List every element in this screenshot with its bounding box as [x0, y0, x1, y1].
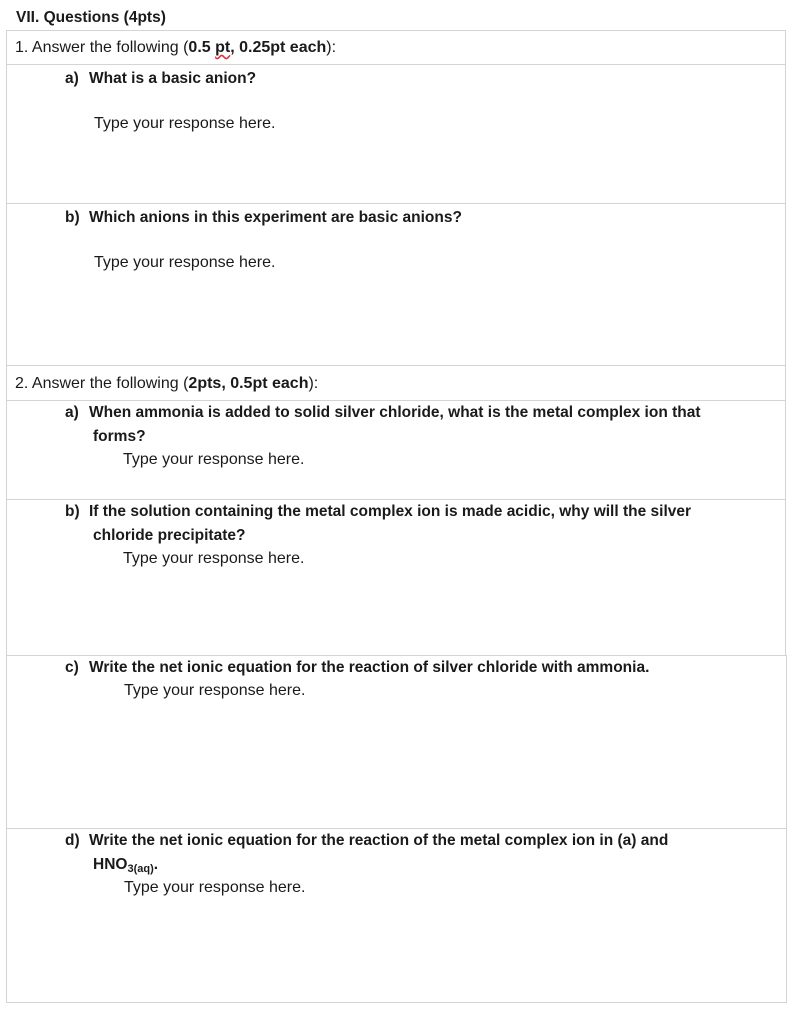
q2d-response-field[interactable]: Type your response here.	[124, 879, 306, 896]
q2-header-row	[6, 365, 786, 401]
q2a-letter: a)	[65, 404, 79, 421]
q2a-question	[65, 401, 777, 449]
q1a-question	[65, 67, 256, 91]
q2b-response-field[interactable]: Type your response here.	[123, 550, 305, 567]
q2-title	[15, 375, 318, 393]
q1b-question-text: Which anions in this experiment are basic anions?	[89, 209, 462, 226]
q1b-question	[65, 206, 462, 230]
q2d-formula	[65, 853, 777, 881]
q1-title-prefix: 1. Answer the following (	[15, 39, 189, 56]
q2c-question-text: Write the net ionic equation for the reaction of silver chloride with ammonia.	[89, 659, 650, 676]
q2d-question	[65, 829, 777, 881]
q2d-question-line1: Write the net ionic equation for the reaction of the metal complex ion in (a) and	[89, 832, 669, 849]
q2a-question-line1: When ammonia is added to solid silver chloride, what is the metal complex ion that	[89, 404, 701, 421]
q2c-letter: c)	[65, 659, 79, 676]
q1a-letter: a)	[65, 70, 79, 87]
q2-title-suffix: ):	[308, 375, 319, 392]
q1-points-bold	[188, 39, 230, 56]
q2-points-bold: 2pts, 0.5pt each	[188, 375, 309, 392]
q2d-cell	[6, 828, 787, 1003]
q2b-question-line2: chloride precipitate?	[93, 527, 246, 544]
q2a-question-line2: forms?	[93, 428, 146, 445]
q2c-cell	[6, 655, 787, 829]
q1-header-row	[6, 30, 786, 65]
q2a-response-field[interactable]: Type your response here.	[123, 451, 305, 468]
q2d-letter: d)	[65, 832, 80, 849]
q2b-question	[65, 500, 777, 548]
q1b-cell	[6, 203, 786, 366]
q2d-formula-main: HNO	[93, 856, 128, 873]
q1a-response-field[interactable]: Type your response here.	[94, 115, 276, 132]
q1-points-value: 0.5 pt	[188, 39, 231, 56]
q1-title	[15, 39, 336, 57]
q2b-cell	[6, 499, 786, 656]
spellcheck-squiggle: pt	[215, 39, 231, 56]
q2d-formula-subscript: 3(aq)	[127, 863, 154, 875]
q2c-response-field[interactable]: Type your response here.	[124, 682, 306, 699]
q2d-formula-end: .	[153, 856, 159, 873]
q2b-question-line1: If the solution containing the metal complex ion is made acidic, why will the silver	[89, 503, 692, 520]
q1a-cell	[6, 64, 786, 204]
q1b-response-field[interactable]: Type your response here.	[94, 254, 276, 271]
q2c-question	[65, 656, 649, 680]
q2-title-prefix: 2. Answer the following (	[15, 375, 189, 392]
q1a-question-text: What is a basic anion?	[89, 70, 257, 87]
section-heading: VII. Questions (4pts)	[16, 9, 166, 26]
q2a-cell	[6, 400, 786, 500]
q1-separator: ,	[230, 39, 240, 56]
q1b-letter: b)	[65, 209, 80, 226]
q2b-letter: b)	[65, 503, 80, 520]
q1-each-bold: 0.25pt each	[239, 39, 327, 56]
q1-title-suffix: ):	[326, 39, 337, 56]
